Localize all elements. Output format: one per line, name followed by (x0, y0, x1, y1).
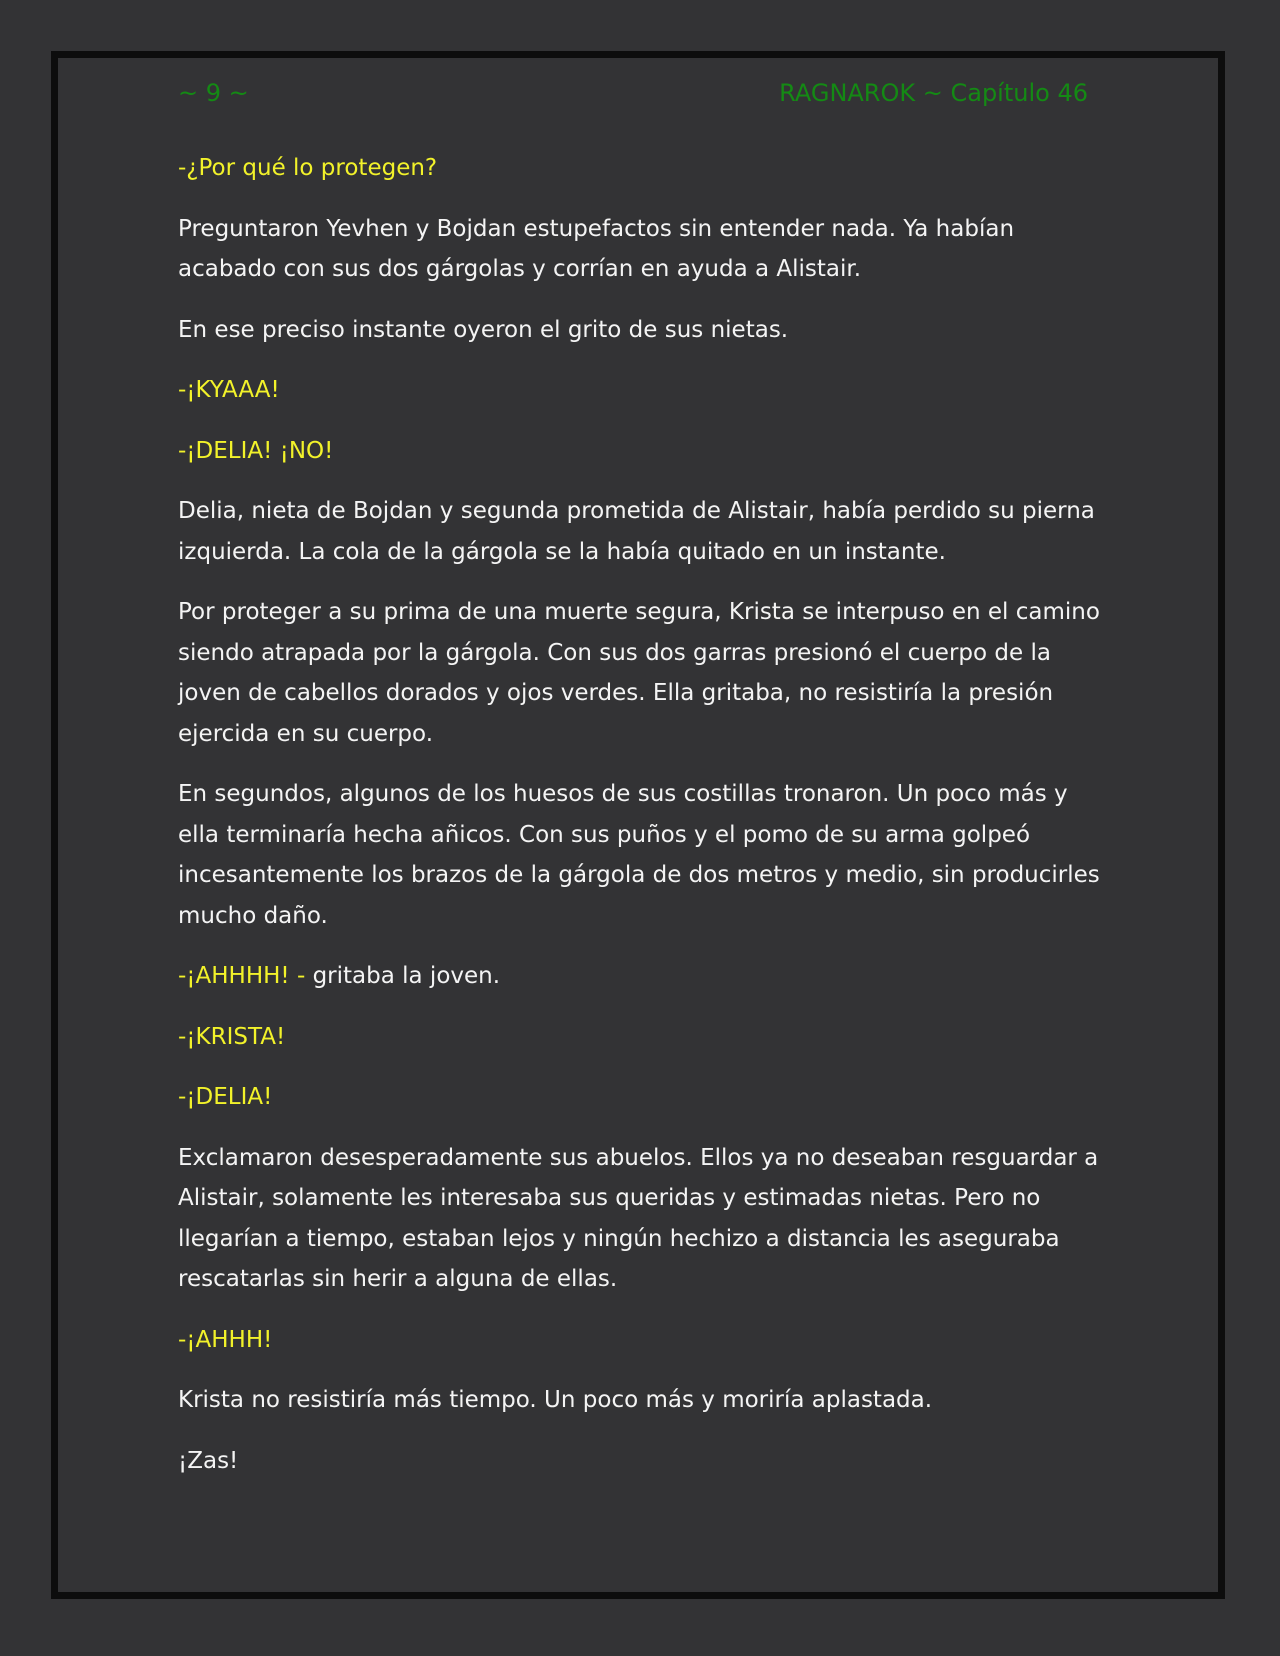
paragraph: Delia, nieta de Bojdan y segunda prometida de Alistair, había perdido su pierna izquierda. La cola de la gárgola se la había quitado en un instante. (178, 498, 1095, 565)
paragraph: Krista no resistiría más tiempo. Un poco más y moriría aplastada. (178, 1387, 933, 1413)
dialog-line: -¡KYAAA! (178, 377, 280, 403)
page-body (178, 148, 1108, 1501)
narration-fragment: gritaba la joven. (305, 963, 501, 989)
paragraph: En segundos, algunos de los huesos de sus costillas tronaron. Un poco más y ella terminaría hecha añicos. Con sus puños y el pomo de su arma golpeó incesantemente los brazos de la gárgola de dos metros y medio, sin producirles mucho daño. (178, 781, 1100, 929)
paragraph: ¡Zas! (178, 1447, 239, 1474)
paragraph: Preguntaron Yevhen y Bojdan estupefactos sin entender nada. Ya habían acabado con sus dos gárgolas y corrían en ayuda a Alistair. (178, 215, 1015, 282)
dialog-fragment: -¡AHHHH! - (178, 963, 306, 989)
dialog-line: -¿Por qué lo protegen? (178, 155, 438, 181)
dialog-line: -¡DELIA! ¡NO! (178, 437, 334, 464)
paragraph: Exclamaron desesperadamente sus abuelos. Ellos ya no deseaban resguardar a Alistair, solamente les interesaba sus queridas y estimadas nietas. Pero no llegarían a tiempo, estaban lejos y ningún hechizo a distancia les aseguraba rescatarlas sin herir a alguna de ellas. (178, 1144, 1099, 1292)
dialog-line: -¡KRISTA! (178, 1023, 286, 1050)
dialog-line: -¡AHHH! (178, 1326, 273, 1353)
page-number: ~ 9 ~ (178, 79, 249, 107)
dialog-line: -¡DELIA! (178, 1084, 273, 1110)
paragraph: Por proteger a su prima de una muerte segura, Krista se interpuso en el camino siendo atrapada por la gárgola. Con sus dos garras presionó el cuerpo de la joven de cabellos dorados y ojos verdes. Ella gritaba, no resistiría la presión ejercida en su cuerpo. (178, 599, 1100, 747)
page-header (178, 76, 1088, 110)
running-title: RAGNAROK ~ Capítulo 46 (779, 79, 1088, 107)
mixed-line (178, 956, 1108, 997)
paragraph: En ese preciso instante oyeron el grito de sus nietas. (178, 316, 789, 343)
